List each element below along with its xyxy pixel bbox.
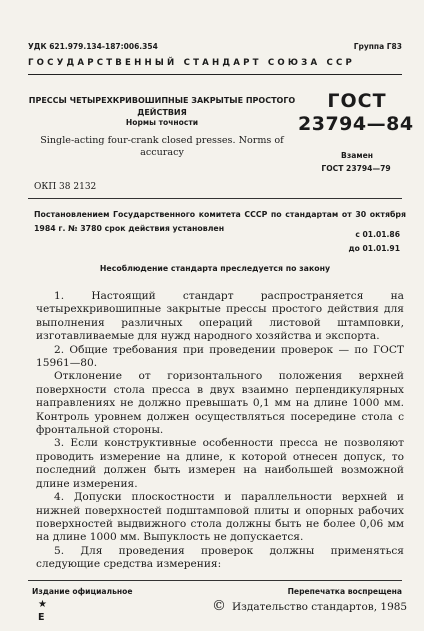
- gost-label: ГОСТ: [327, 90, 387, 112]
- validity-from: с 01.01.86: [355, 230, 400, 239]
- bottom-rule: [28, 580, 402, 581]
- star-icon: ★: [38, 599, 47, 610]
- paragraph-3: Отклонение от горизонтального положения верхней поверхности стола пресса в двух взаимно перпендикулярных направлениях не должно превышать 0,1 мм на длине 1000 мм. Контроль уровнем должен осуществляться посередине стола с фронтальной стороны.: [36, 370, 404, 437]
- standard-banner: ГОСУДАРСТВЕННЫЙ СТАНДАРТ СОЮЗА ССР: [28, 58, 356, 68]
- paragraph-1: 1. Настоящий стандарт распространяется на четырехкривошипные закрытые прессы простого действия для выполнения различных операций листовой штамповки, изготавливаемые для нужд народного хозяйства и экспорта.: [36, 290, 404, 343]
- subtitle-russian: Нормы точности: [125, 118, 199, 127]
- copyright-icon: ©: [212, 598, 226, 614]
- edition-label: Издание официальное: [32, 587, 133, 596]
- publisher-copyright: Издательство стандартов, 1985: [232, 601, 408, 613]
- title-russian: ПРЕССЫ ЧЕТЫРЕХКРИВОШИПНЫЕ ЗАКРЫТЫЕ ПРОСТОГО ДЕЙСТВИЯ: [28, 96, 296, 117]
- paragraph-6: 5. Для проведения проверок должны применяться следующие средства измерения:: [36, 544, 404, 571]
- gost-number: 23794—84: [298, 113, 414, 135]
- paragraph-5: 4. Допуски плоскостности и параллельности верхней и нижней поверхностей подштамповой плиты и опорных рабочих поверхностей выдвижного стола должны быть не более 0,06 мм на длине 1000 мм. Выпуклость не допускается.: [36, 491, 404, 544]
- replaces-label: Взамен: [341, 151, 373, 160]
- paragraph-4: 3. Если конструктивные особенности пресса не позволяют проводить измерение на длине, к которой отнесен допуск, то последний должен быть измерен на наибольшей возможной длине измерения.: [36, 437, 404, 490]
- paragraph-2: 2. Общие требования при проведении проверок — по ГОСТ 15961—80.: [36, 343, 404, 370]
- reprint-notice: Перепечатка воспрещена: [287, 587, 402, 596]
- legal-warning: Несоблюдение стандарта преследуется по закону: [99, 264, 331, 273]
- udk-code: УДК 621.979.134-187:006.354: [28, 42, 158, 51]
- validity-to: до 01.01.91: [348, 244, 400, 253]
- okp-code: ОКП 38 2132: [34, 182, 97, 192]
- title-english: Single-acting four-crank closed presses. Norms of accuracy: [40, 135, 284, 158]
- top-rule: [28, 74, 402, 75]
- decree-text: Постановлением Государственного комитета СССР по стандартам от 30 октября 1984 г. № 3780 срок действия установлен: [34, 210, 406, 233]
- body-text: [36, 290, 404, 572]
- group-code: Группа Г83: [353, 42, 402, 51]
- middle-rule: [28, 198, 402, 199]
- replaces-value: ГОСТ 23794—79: [321, 164, 391, 173]
- edition-letter: Е: [38, 612, 45, 623]
